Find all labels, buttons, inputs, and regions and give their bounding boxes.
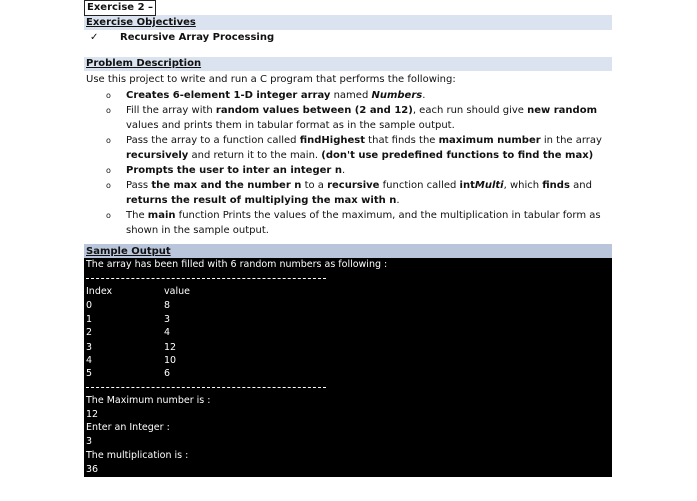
list-item [106,133,612,163]
sample-header: Sample Output [86,246,171,257]
row-value: 4 [164,327,171,338]
exercise-title: Exercise 2 – [84,0,156,16]
problem-header: Problem Description [86,58,202,69]
list-item [106,103,612,133]
checkmark-icon: ✓ [90,32,99,43]
bullet-icon: o [106,136,111,145]
row-value: 6 [164,368,171,379]
row-value: 10 [164,355,177,366]
filled-line: The array has been filled with 6 random numbers as following : [86,259,388,270]
bullet-icon: o [106,106,111,115]
list-item [106,88,612,103]
bullet-text: The main function Prints the values of the maximum, and the multiplication in tabular form as shown in the sample output. [126,210,601,236]
list-item [106,163,612,178]
bullet-text: Creates 6-element 1-D integer array named Numbers. [126,90,426,101]
row-value: 12 [164,342,177,353]
bullet-text: Prompts the user to inter an integer n. [126,165,346,176]
bullet-icon: o [106,211,111,220]
row-index: 1 [86,314,93,325]
objectives-header: Exercise Objectives [86,17,196,28]
mult-value: 36 [86,464,99,475]
console-output [84,258,612,477]
bullet-icon: o [106,181,111,190]
problem-intro: Use this project to write and run a C program that performs the following: [86,74,456,85]
bullet-text: Pass the array to a function called findHighest that finds the maximum number in the array recursively and return it to the main. (don't use predefined functions to find the max) [126,135,602,161]
row-value: 3 [164,314,171,325]
divider [86,387,326,388]
row-index: 5 [86,368,93,379]
bullet-text: Pass the max and the number n to a recursive function called intMulti, which finds and returns the result of multiplying the max with n. [126,180,592,206]
row-index: 4 [86,355,93,366]
objective-item [90,31,274,44]
enter-label: Enter an Integer : [86,422,170,433]
list-item [106,178,612,208]
max-label: The Maximum number is : [86,395,211,406]
max-value: 12 [86,409,99,420]
value-header: value [164,286,190,297]
list-item [106,208,612,238]
row-index: 3 [86,342,93,353]
mult-label: The multiplication is : [86,450,189,461]
row-index: 0 [86,300,93,311]
bullet-icon: o [106,166,111,175]
row-value: 8 [164,300,171,311]
divider [86,278,326,279]
objective-label: Recursive Array Processing [120,32,275,43]
enter-value: 3 [86,436,93,447]
requirements-list [106,88,612,238]
index-header: Index [86,286,113,297]
bullet-icon: o [106,91,111,100]
row-index: 2 [86,327,93,338]
bullet-text: Fill the array with random values between (2 and 12), each run should give new random values and prints them in tabular format as in the sample output. [126,105,597,131]
